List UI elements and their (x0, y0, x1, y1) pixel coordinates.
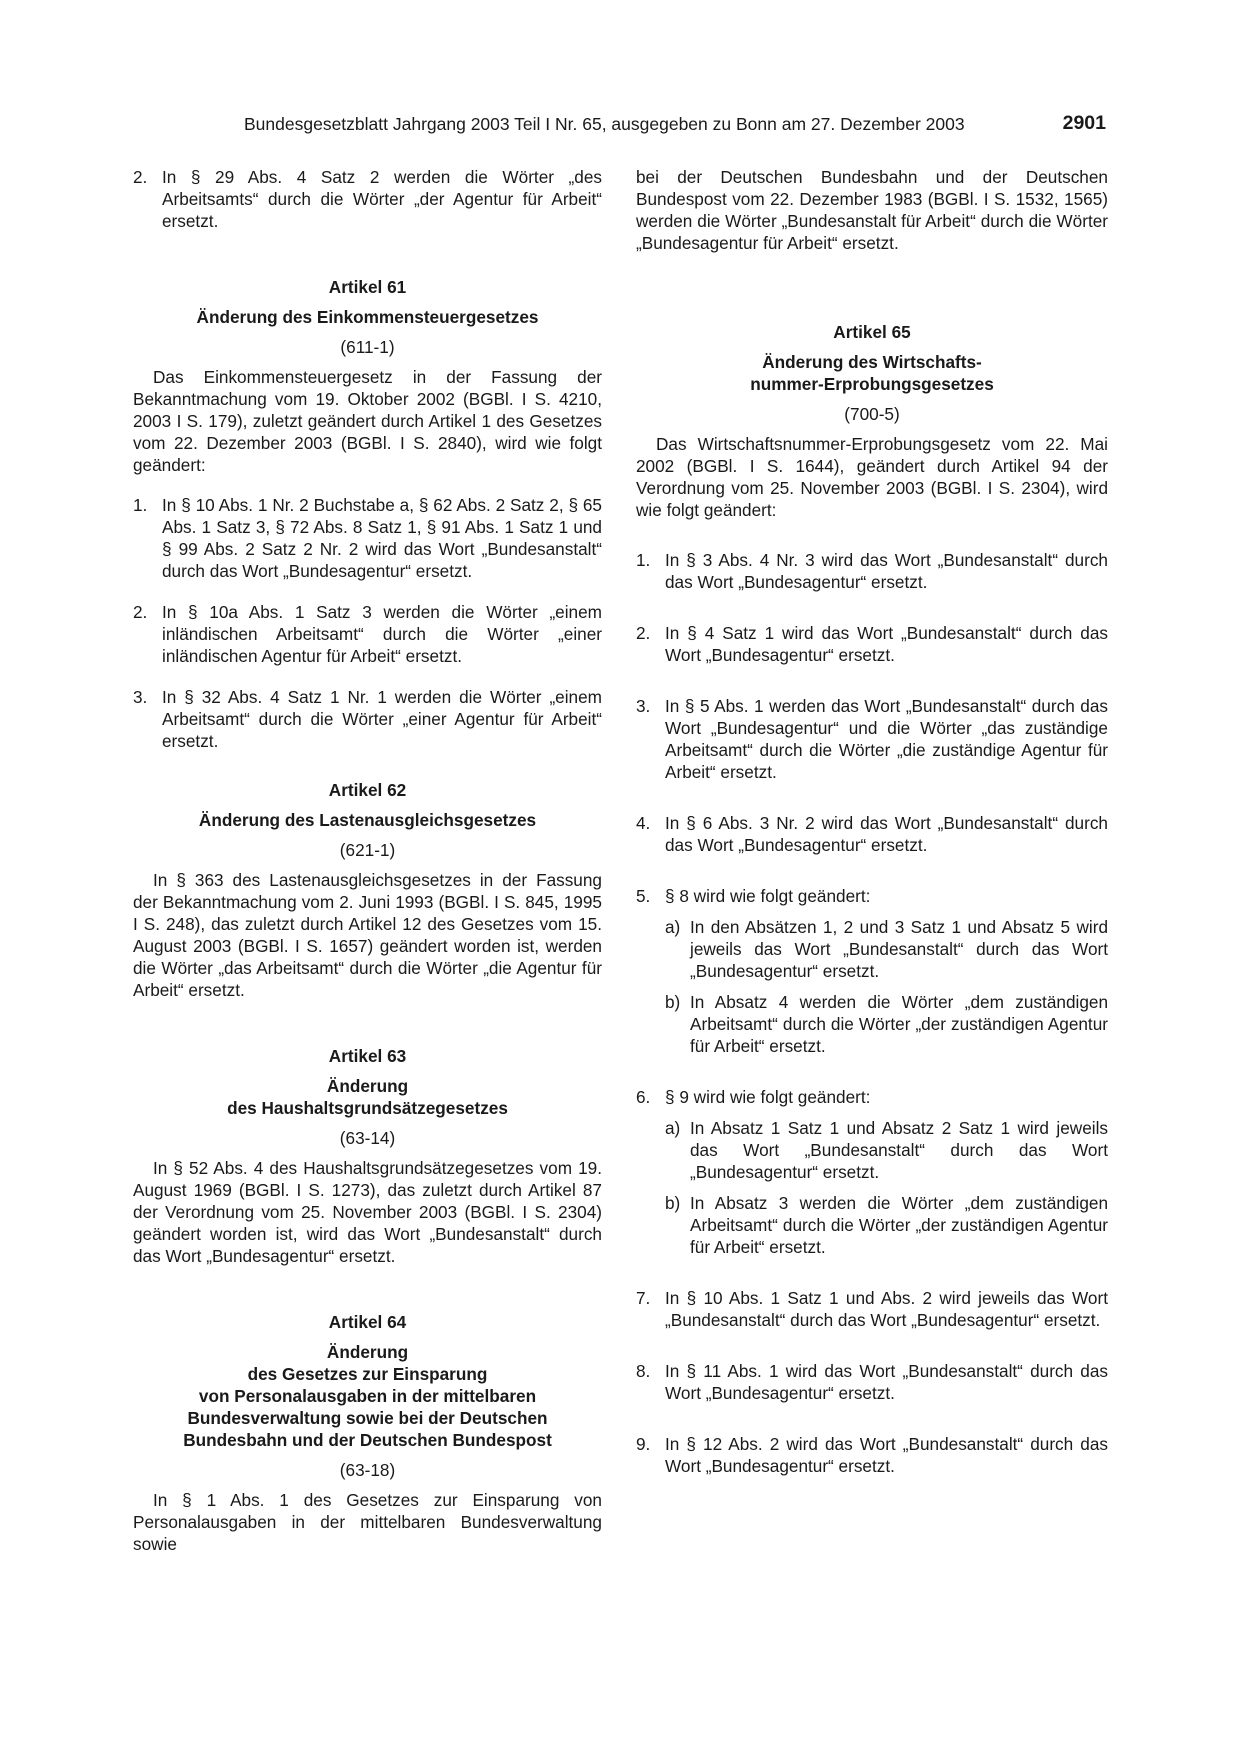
list-item (636, 1287, 1108, 1331)
item-number: 2. (636, 623, 651, 643)
list-item (636, 622, 1108, 666)
article-title-line: Änderung des Wirtschafts- (762, 352, 982, 372)
sublist (636, 916, 1108, 1057)
sub-number: b) (665, 992, 681, 1012)
article-title-line: Änderung (326, 1076, 409, 1096)
article-code: (700-5) (844, 404, 900, 424)
page-header (244, 112, 1106, 140)
article-title-line: von Personalausgaben in der mittelbaren (198, 1386, 537, 1406)
gazette-title: Bundesgesetzblatt Jahrgang 2003 Teil I Nr. 65, ausgegeben zu Bonn am 27. Dezember 2003 (244, 114, 965, 134)
item-text: In § 3 Abs. 4 Nr. 3 wird das Wort „Bundesanstalt“ durch das Wort „Bundesagentur“ ersetzt. (665, 550, 1108, 592)
item-number: 4. (636, 813, 651, 833)
item-text: § 8 wird wie folgt geändert: (665, 886, 871, 906)
sublist-item (665, 916, 1108, 982)
item-number: 6. (636, 1087, 651, 1107)
article-title-line: des Gesetzes zur Einsparung (247, 1364, 488, 1384)
article-heading: Artikel 64 (328, 1312, 407, 1332)
article-heading: Artikel 65 (833, 322, 911, 342)
item-number: 9. (636, 1434, 651, 1454)
article-heading: Artikel 61 (328, 277, 407, 297)
sub-text: In Absatz 4 werden die Wörter „dem zuständigen Arbeitsamt“ durch die Wörter „der zuständigen Agentur für Arbeit“ ersetzt. (690, 992, 1108, 1056)
list-item (636, 812, 1108, 856)
item-number: 5. (636, 886, 651, 906)
article-title-line: Bundesverwaltung sowie bei der Deutschen (187, 1408, 548, 1428)
article-code: (63-14) (339, 1128, 396, 1148)
article-intro: Das Einkommensteuergesetz in der Fassung der Bekanntmachung vom 19. Oktober 2002 (BGBl. I S. 4210, 2003 I S. 179), zuletzt geändert durch Artikel 1 des Gesetzes vom 22. Dezember 2003 (BGBl. I S. 2840), wird wie folgt geändert: (133, 367, 602, 475)
article-text: In § 52 Abs. 4 des Haushaltsgrundsätzegesetzes vom 19. August 1969 (BGBl. I S. 1273), das zuletzt durch Artikel 87 der Verordnung vom 25. November 2003 (BGBl. I S. 2304) geändert worden ist, wird das Wort „Bundesanstalt“ durch das Wort „Bundesagentur“ ersetzt. (133, 1158, 602, 1266)
item-text: In § 5 Abs. 1 werden das Wort „Bundesanstalt“ durch das Wort „Bundesagentur“ und die Wörter „das zuständige Arbeitsamt“ durch die Wörter „die zuständige Agentur für Arbeit“ ersetzt. (665, 696, 1108, 782)
sub-text: In Absatz 3 werden die Wörter „dem zuständigen Arbeitsamt“ durch die Wörter „der zuständigen Agentur für Arbeit“ ersetzt. (690, 1193, 1108, 1257)
sub-number: a) (665, 1118, 681, 1138)
left-column (133, 166, 602, 1555)
item-text: In § 10 Abs. 1 Nr. 2 Buchstabe a, § 62 Abs. 2 Satz 2, § 65 Abs. 1 Satz 3, § 72 Abs. 8 Satz 1, § 91 Abs. 1 Satz 1 und § 99 Abs. 2 Satz 2 Nr. 2 wird das Wort „Bundesanstalt“ durch das Wort „Bundesagentur“ ersetzt. (162, 495, 602, 581)
item-text: In § 32 Abs. 4 Satz 1 Nr. 1 werden die Wörter „einem Arbeitsamt“ durch die Wörter „einer Agentur für Arbeit“ ersetzt. (162, 687, 602, 751)
list-item (133, 494, 602, 582)
item-number: 2. (133, 167, 148, 187)
article-code: (611-1) (340, 337, 395, 357)
continuation-text: bei der Deutschen Bundesbahn und der Deutschen Bundespost vom 22. Dezember 1983 (BGBl. I S. 1532, 1565) werden die Wörter „Bundesanstalt für Arbeit“ durch die Wörter „Bundesagentur für Arbeit“ ersetzt. (636, 167, 1108, 253)
item-number: 7. (636, 1288, 651, 1308)
article-title: Änderung des Einkommensteuergesetzes (196, 307, 539, 327)
item-text: In § 4 Satz 1 wird das Wort „Bundesanstalt“ durch das Wort „Bundesagentur“ ersetzt. (665, 623, 1108, 665)
sublist (636, 1117, 1108, 1258)
list-item (636, 549, 1108, 593)
article-title-line: nummer-Erprobungsgesetzes (750, 374, 994, 394)
item-number: 1. (133, 495, 148, 515)
item-text: § 9 wird wie folgt geändert: (665, 1087, 871, 1107)
item-text: In § 10a Abs. 1 Satz 3 werden die Wörter „einem inländischen Arbeitsamt“ durch die Wörter „einer inländischen Agentur für Arbeit“ ersetzt. (162, 602, 602, 666)
article-intro: Das Wirtschaftsnummer-Erprobungsgesetz vom 22. Mai 2002 (BGBl. I S. 1644), geändert durch Artikel 94 der Verordnung vom 25. November 2003 (BGBl. I S. 2304), wird wie folgt geändert: (636, 434, 1108, 520)
article-title-line: Bundesbahn und der Deutschen Bundespost (183, 1430, 552, 1450)
item-text: In § 11 Abs. 1 wird das Wort „Bundesanstalt“ durch das Wort „Bundesagentur“ ersetzt. (665, 1361, 1108, 1403)
item-number: 2. (133, 602, 148, 622)
item-text: In § 6 Abs. 3 Nr. 2 wird das Wort „Bundesanstalt“ durch das Wort „Bundesagentur“ ersetzt. (665, 813, 1108, 855)
article-heading: Artikel 63 (328, 1046, 407, 1066)
sub-number: b) (665, 1193, 681, 1213)
sublist-item (665, 991, 1108, 1057)
list-item (133, 686, 602, 752)
article-title-line: Änderung (326, 1342, 409, 1362)
list-item (133, 601, 602, 667)
list-item (636, 1086, 1108, 1108)
sub-text: In Absatz 1 Satz 1 und Absatz 2 Satz 1 wird jeweils das Wort „Bundesanstalt“ durch das Wort „Bundesagentur“ ersetzt. (690, 1118, 1108, 1182)
sublist-item (665, 1117, 1108, 1183)
right-column (636, 166, 1108, 1477)
sub-text: In den Absätzen 1, 2 und 3 Satz 1 und Absatz 5 wird jeweils das Wort „Bundesanstalt“ durch das Wort „Bundesagentur“ ersetzt. (690, 917, 1108, 981)
item-text: In § 12 Abs. 2 wird das Wort „Bundesanstalt“ durch das Wort „Bundesagentur“ ersetzt. (665, 1434, 1108, 1476)
list-item (636, 695, 1108, 783)
list-item (636, 885, 1108, 907)
page-number: 2901 (1062, 112, 1106, 134)
article-text: In § 363 des Lastenausgleichsgesetzes in der Fassung der Bekanntmachung vom 2. Juni 1993 (BGBl. I S. 845, 1995 I S. 248), das zuletzt durch Artikel 12 des Gesetzes vom 15. August 2003 (BGBl. I S. 1657) geändert worden ist, werden die Wörter „das Arbeitsamt“ durch die Wörter „die Agentur für Arbeit“ ersetzt. (133, 870, 602, 1000)
article-title-line: des Haushaltsgrundsätzegesetzes (227, 1098, 508, 1118)
list-item (636, 1360, 1108, 1404)
article-text: In § 1 Abs. 1 des Gesetzes zur Einsparung von Personalausgaben in der mittelbaren Bundesverwaltung sowie (133, 1490, 602, 1554)
list-item (133, 166, 602, 232)
list-item (636, 1433, 1108, 1477)
item-text: In § 10 Abs. 1 Satz 1 und Abs. 2 wird jeweils das Wort „Bundesanstalt“ durch das Wort „Bundesagentur“ ersetzt. (665, 1288, 1108, 1330)
article-heading: Artikel 62 (328, 780, 407, 800)
sublist-item (665, 1192, 1108, 1258)
item-number: 3. (636, 696, 651, 716)
item-number: 3. (133, 687, 148, 707)
sub-number: a) (665, 917, 681, 937)
article-code: (63-18) (339, 1460, 396, 1480)
article-title: Änderung des Lastenausgleichsgesetzes (198, 810, 537, 830)
item-number: 1. (636, 550, 651, 570)
article-code: (621-1) (339, 840, 396, 860)
item-number: 8. (636, 1361, 651, 1381)
item-text: In § 29 Abs. 4 Satz 2 werden die Wörter „des Arbeitsamts“ durch die Wörter „der Agentur für Arbeit“ ersetzt. (162, 167, 602, 231)
